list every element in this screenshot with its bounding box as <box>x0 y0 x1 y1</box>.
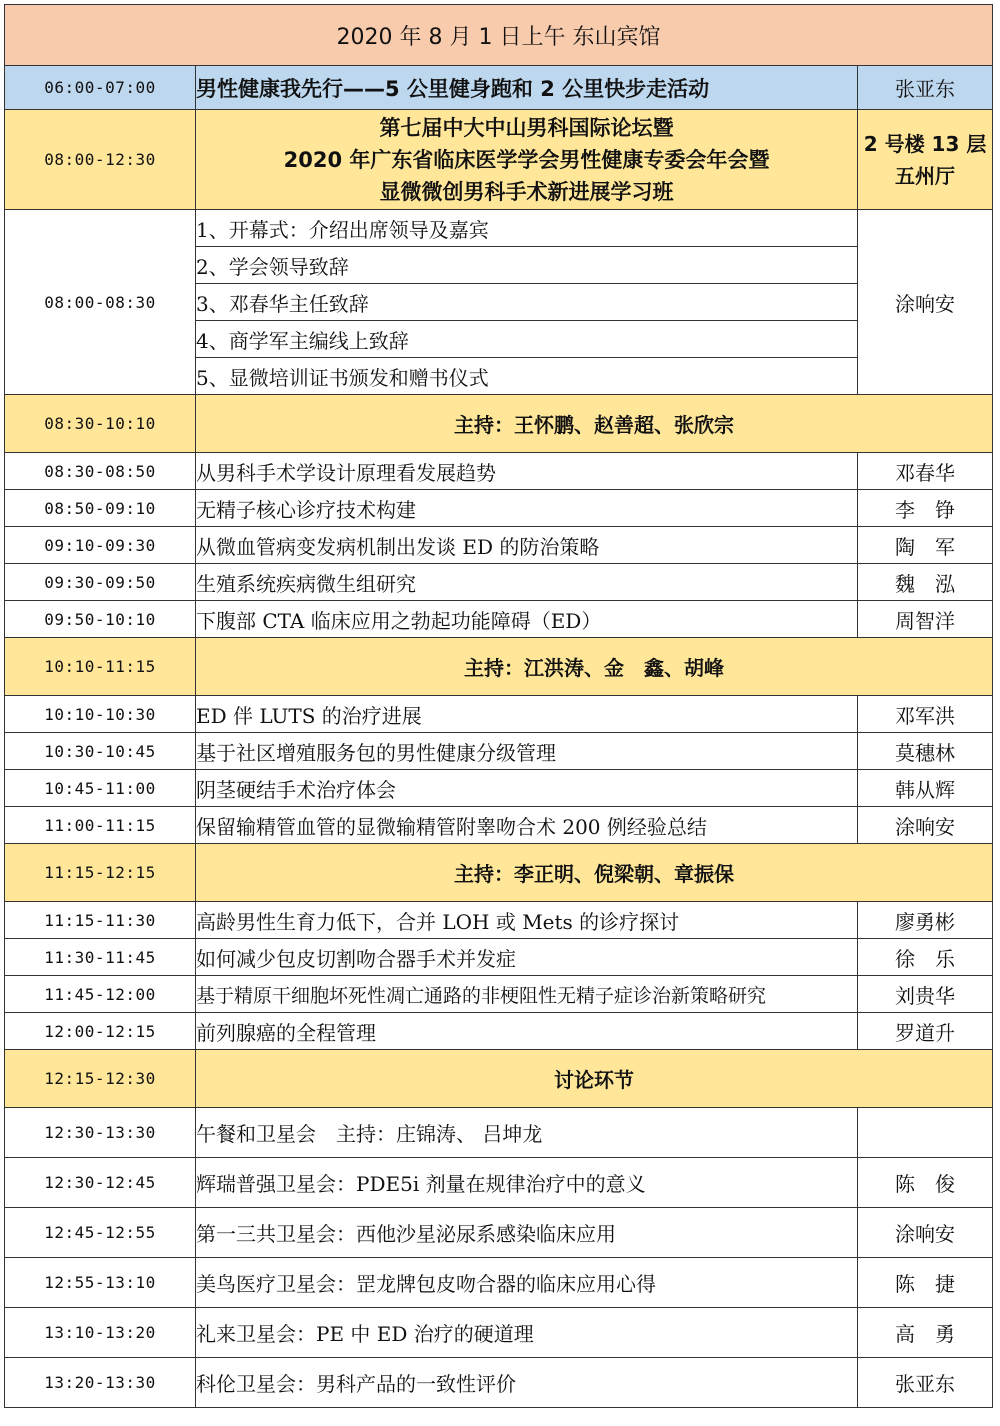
time-cell: 08:00-08:30 <box>5 210 196 395</box>
speaker-cell: 陈 捷 <box>858 1258 993 1308</box>
session-chair: 主持：江洪涛、金 鑫、胡峰 <box>196 638 993 696</box>
time-cell: 08:30-08:50 <box>5 453 196 490</box>
speaker-cell: 莫穗林 <box>858 733 993 770</box>
talk-topic: 无精子核心诊疗技术构建 <box>196 490 858 527</box>
session-header-row <box>5 844 993 902</box>
talk-row <box>5 527 993 564</box>
time-cell: 11:00-11:15 <box>5 807 196 844</box>
speaker-cell: 陈 俊 <box>858 1158 993 1208</box>
satellite-row <box>5 1158 993 1208</box>
satellite-row <box>5 1208 993 1258</box>
opening-item: 1、开幕式：介绍出席领导及嘉宾 <box>196 210 858 247</box>
satellite-topic: 礼来卫星会：PE 中 ED 治疗的硬道理 <box>196 1308 858 1358</box>
speaker-cell: 徐 乐 <box>858 939 993 976</box>
talk-row <box>5 453 993 490</box>
speaker-cell: 魏 泓 <box>858 564 993 601</box>
forum-title <box>196 110 858 210</box>
page-title: 2020 年 8 月 1 日上午 东山宾馆 <box>5 5 993 66</box>
time-cell: 12:00-12:15 <box>5 1013 196 1050</box>
title-row <box>5 5 993 66</box>
speaker-cell: 刘贵华 <box>858 976 993 1013</box>
satellite-row <box>5 1358 993 1408</box>
time-cell: 10:45-11:00 <box>5 770 196 807</box>
talk-topic: 高龄男性生育力低下，合并 LOH 或 Mets 的诊疗探讨 <box>196 902 858 939</box>
talk-topic: 基于精原干细胞坏死性凋亡通路的非梗阻性无精子症诊治新策略研究 <box>196 976 858 1013</box>
forum-title-line: 2020 年广东省临床医学学会男性健康专委会年会暨 <box>283 147 770 172</box>
talk-topic: 下腹部 CTA 临床应用之勃起功能障碍（ED） <box>196 601 858 638</box>
activity-topic: 男性健康我先行——5 公里健身跑和 2 公里快步走活动 <box>196 66 858 110</box>
speaker-cell: 张亚东 <box>858 66 993 110</box>
talk-row <box>5 807 993 844</box>
time-cell: 10:10-10:30 <box>5 696 196 733</box>
speaker-cell: 李 铮 <box>858 490 993 527</box>
speaker-cell: 邓春华 <box>858 453 993 490</box>
time-cell: 06:00-07:00 <box>5 66 196 110</box>
venue-line: 2 号楼 13 层 <box>863 131 987 156</box>
satellite-topic: 第一三共卫星会：西他沙星泌尿系感染临床应用 <box>196 1208 858 1258</box>
forum-title-line: 第七届中大中山男科国际论坛暨 <box>379 115 674 140</box>
talk-row <box>5 1013 993 1050</box>
time-cell: 11:45-12:00 <box>5 976 196 1013</box>
speaker-cell <box>858 1108 993 1158</box>
speaker-cell: 涂响安 <box>858 1208 993 1258</box>
lunch-row <box>5 1108 993 1158</box>
time-cell: 13:10-13:20 <box>5 1308 196 1358</box>
talk-topic: ED 伴 LUTS 的治疗进展 <box>196 696 858 733</box>
talk-topic: 从男科手术学设计原理看发展趋势 <box>196 453 858 490</box>
time-cell: 09:30-09:50 <box>5 564 196 601</box>
talk-topic: 阴茎硬结手术治疗体会 <box>196 770 858 807</box>
speaker-cell: 张亚东 <box>858 1358 993 1408</box>
talk-row <box>5 976 993 1013</box>
time-cell: 09:10-09:30 <box>5 527 196 564</box>
speaker-cell: 陶 军 <box>858 527 993 564</box>
talk-row <box>5 770 993 807</box>
time-cell: 12:15-12:30 <box>5 1050 196 1108</box>
activity-row <box>5 66 993 110</box>
satellite-topic: 科伦卫星会：男科产品的一致性评价 <box>196 1358 858 1408</box>
talk-row <box>5 696 993 733</box>
speaker-cell: 邓军洪 <box>858 696 993 733</box>
session-chair: 主持：李正明、倪梁朝、章振保 <box>196 844 993 902</box>
speaker-cell: 涂响安 <box>858 210 993 395</box>
forum-title-line: 显微微创男科手术新进展学习班 <box>379 179 674 204</box>
venue-cell <box>858 110 993 210</box>
talk-row <box>5 902 993 939</box>
speaker-cell: 周智洋 <box>858 601 993 638</box>
speaker-cell: 罗道升 <box>858 1013 993 1050</box>
speaker-cell: 涂响安 <box>858 807 993 844</box>
time-cell: 13:20-13:30 <box>5 1358 196 1408</box>
speaker-cell: 廖勇彬 <box>858 902 993 939</box>
session-chair: 主持：王怀鹏、赵善超、张欣宗 <box>196 395 993 453</box>
discussion-label: 讨论环节 <box>196 1050 993 1108</box>
opening-item: 5、显微培训证书颁发和赠书仪式 <box>196 358 858 395</box>
opening-item: 2、学会领导致辞 <box>196 247 858 284</box>
time-cell: 12:30-13:30 <box>5 1108 196 1158</box>
talk-row <box>5 601 993 638</box>
time-cell: 11:15-12:15 <box>5 844 196 902</box>
talk-topic: 保留输精管血管的显微输精管附睾吻合术 200 例经验总结 <box>196 807 858 844</box>
talk-topic: 生殖系统疾病微生组研究 <box>196 564 858 601</box>
speaker-cell: 高 勇 <box>858 1308 993 1358</box>
opening-item: 3、邓春华主任致辞 <box>196 284 858 321</box>
talk-topic: 基于社区增殖服务包的男性健康分级管理 <box>196 733 858 770</box>
session-header-row <box>5 638 993 696</box>
talk-topic: 前列腺癌的全程管理 <box>196 1013 858 1050</box>
satellite-row <box>5 1308 993 1358</box>
time-cell: 12:55-13:10 <box>5 1258 196 1308</box>
time-cell: 11:30-11:45 <box>5 939 196 976</box>
talk-row <box>5 733 993 770</box>
talk-row <box>5 564 993 601</box>
satellite-row <box>5 1258 993 1308</box>
time-cell: 08:30-10:10 <box>5 395 196 453</box>
lunch-topic: 午餐和卫星会 主持：庄锦涛、 吕坤龙 <box>196 1108 858 1158</box>
satellite-topic: 美鸟医疗卫星会：罡龙牌包皮吻合器的临床应用心得 <box>196 1258 858 1308</box>
speaker-cell: 韩从辉 <box>858 770 993 807</box>
talk-topic: 从微血管病变发病机制出发谈 ED 的防治策略 <box>196 527 858 564</box>
opening-item: 4、商学军主编线上致辞 <box>196 321 858 358</box>
forum-row <box>5 110 993 210</box>
opening-row <box>5 210 993 247</box>
session-header-row <box>5 395 993 453</box>
venue-line: 五州厅 <box>895 163 955 188</box>
talk-topic: 如何减少包皮切割吻合器手术并发症 <box>196 939 858 976</box>
time-cell: 12:45-12:55 <box>5 1208 196 1258</box>
discussion-row <box>5 1050 993 1108</box>
talk-row <box>5 490 993 527</box>
time-cell: 08:00-12:30 <box>5 110 196 210</box>
satellite-topic: 辉瑞普强卫星会：PDE5i 剂量在规律治疗中的意义 <box>196 1158 858 1208</box>
talk-row <box>5 939 993 976</box>
time-cell: 09:50-10:10 <box>5 601 196 638</box>
time-cell: 08:50-09:10 <box>5 490 196 527</box>
time-cell: 12:30-12:45 <box>5 1158 196 1208</box>
time-cell: 10:30-10:45 <box>5 733 196 770</box>
schedule-table <box>4 4 993 1408</box>
time-cell: 10:10-11:15 <box>5 638 196 696</box>
time-cell: 11:15-11:30 <box>5 902 196 939</box>
